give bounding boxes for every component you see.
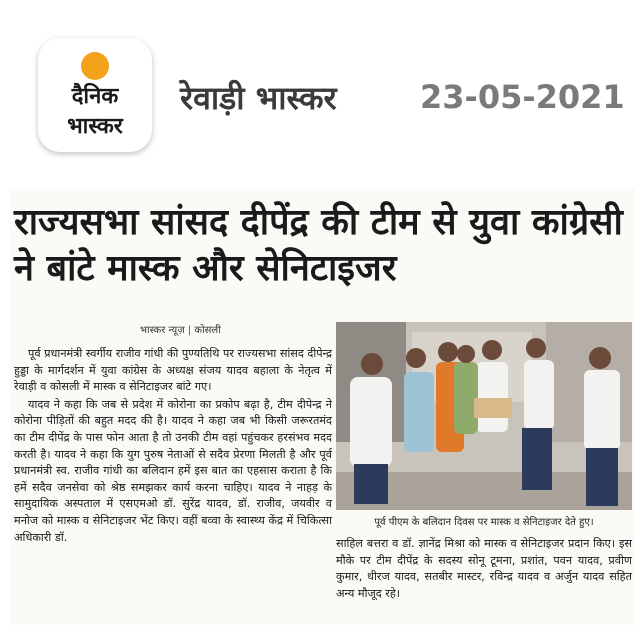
article-paragraph-2: यादव ने कहा कि जब से प्रदेश में कोरोना का प्रकोप बढ़ा है, टीम दीपेन्द्र ने कोरोना पीड़ितों की बहुत मदद की है। यादव ने कहा जब भी किसी जरूरतमंद का टीम दीपेंद्र के पास फोन आता है तो उनकी टीम वहां पहुंचकर हरसंभव मदद करती है। यादव ने कहा कि युग पुरुष नेताओं से सदैव प्रेरणा मिलती है और पूर्व प्रधानमंत्री स्व. राजीव गांधी का बलिदान हमें इस बात का एहसास कराता है कि हमें सदैव जनसेवा को श्रेष्ठ समझकर कार्य करना चाहिए। यादव ने नाहड़ के सामुदायिक अस्पताल में एसएमओ डॉ. सुरेंद्र यादव, डॉ. राजीव, जयवीर व मनोज को मास्क व सेनिटाइजर भेंट किए। वहीं बव्वा के स्वास्थ्य केंद्र में चिकित्सा अधिकारी डॉ. — [14, 397, 332, 544]
byline — [140, 322, 221, 336]
news-photo-illustration — [336, 322, 632, 510]
article-paragraph-3: साहिल बत्तरा व डॉ. ज्ञानेंद्र मिश्रा को मास्क व सेनिटाइजर प्रदान किए। इस मौके पर टीम दीपेंद्र के सदस्य सोनू टूमना, प्रशांत, पवन यादव, प्रवीण कुमार, धीरज यादव, सतबीर मास्टर, रविन्द्र यादव व अर्जुन यादव सहित अन्य मौजूद रहे। — [336, 537, 632, 600]
article-body-column2 — [336, 536, 632, 602]
logo-text-line2: भास्कर — [67, 114, 123, 139]
article-headline: राज्यसभा सांसद दीपेंद्र की टीम से युवा कांग्रेसी ने बांटे मास्क और सेनिटाइजर — [14, 202, 623, 289]
byline-source: भास्कर न्यूज़ — [140, 325, 185, 336]
news-photo — [336, 322, 632, 510]
logo-text-line1: दैनिक — [71, 84, 119, 109]
article-body-column1 — [14, 346, 332, 547]
edition-title: रेवाड़ी भास्कर — [180, 79, 337, 117]
edition-date: 23-05-2021 — [420, 78, 625, 116]
byline-place: कोसली — [194, 325, 221, 336]
photo-caption: पूर्व पीएम के बलिदान दिवस पर मास्क व सेनिटाइजर देते हुए। — [374, 517, 594, 528]
dainik-bhaskar-logo[interactable] — [38, 38, 152, 152]
app-header — [0, 0, 638, 180]
sun-icon — [81, 52, 109, 80]
article-paragraph-1: पूर्व प्रधानमंत्री स्वर्गीय राजीव गांधी की पुण्यतिथि पर राज्यसभा सांसद दीपेन्द्र हुड्डा के मार्गदर्शन में युवा कांग्रेस के अध्यक्ष संजय यादव बहाला के नेतृत्व में रेवाड़ी व कोसली में मास्क व सेनिटाइजर बांटे गए। — [14, 347, 332, 394]
byline-separator: | — [187, 325, 195, 336]
